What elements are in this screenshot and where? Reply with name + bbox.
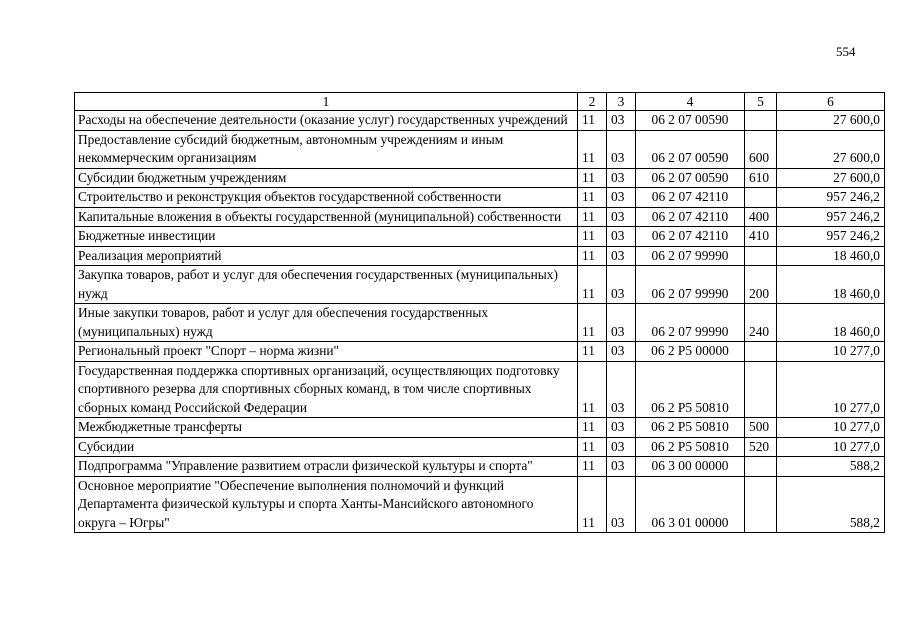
table-row (75, 188, 885, 208)
subsection-code-cell: 03 (607, 418, 636, 438)
table-row (75, 457, 885, 477)
table-row (75, 130, 885, 168)
subsection-code-cell: 03 (607, 457, 636, 477)
section-code-cell: 11 (578, 246, 607, 266)
expense-name-cell: Основное мероприятие "Обеспечение выполнения полномочий и функций Департамента физической культуры и спорта Ханты-Мансийского автономного округа – Югры" (75, 476, 578, 533)
table-row (75, 342, 885, 362)
header-col-3: 3 (607, 93, 636, 111)
subsection-code-cell: 03 (607, 304, 636, 342)
expense-name-cell: Подпрограмма "Управление развитием отрасли физической культуры и спорта" (75, 457, 578, 477)
amount-cell: 10 277,0 (777, 342, 885, 362)
section-code-cell: 11 (578, 266, 607, 304)
table-row (75, 227, 885, 247)
target-article-cell: 06 2 07 00590 (636, 130, 745, 168)
expense-type-cell: 240 (745, 304, 777, 342)
target-article-cell: 06 2 07 42110 (636, 227, 745, 247)
target-article-cell: 06 2 07 42110 (636, 188, 745, 208)
section-code-cell: 11 (578, 476, 607, 533)
subsection-code-cell: 03 (607, 361, 636, 418)
target-article-cell: 06 3 00 00000 (636, 457, 745, 477)
section-code-cell: 11 (578, 227, 607, 247)
amount-cell: 957 246,2 (777, 207, 885, 227)
amount-cell: 18 460,0 (777, 246, 885, 266)
header-col-2: 2 (578, 93, 607, 111)
table-row (75, 111, 885, 131)
expense-name-cell: Расходы на обеспечение деятельности (оказание услуг) государственных учреждений (75, 111, 578, 131)
table-row (75, 246, 885, 266)
page-number: 554 (836, 44, 856, 59)
expense-type-cell (745, 457, 777, 477)
section-code-cell: 11 (578, 188, 607, 208)
expense-name-cell: Межбюджетные трансферты (75, 418, 578, 438)
amount-cell: 957 246,2 (777, 188, 885, 208)
table-row (75, 476, 885, 533)
target-article-cell: 06 2 07 99990 (636, 266, 745, 304)
header-col-5: 5 (745, 93, 777, 111)
section-code-cell: 11 (578, 418, 607, 438)
amount-cell: 27 600,0 (777, 111, 885, 131)
target-article-cell: 06 2 P5 50810 (636, 418, 745, 438)
table-row (75, 418, 885, 438)
section-code-cell: 11 (578, 130, 607, 168)
expense-type-cell (745, 188, 777, 208)
target-article-cell: 06 2 P5 00000 (636, 342, 745, 362)
expense-name-cell: Иные закупки товаров, работ и услуг для обеспечения государственных (муниципальных) нужд (75, 304, 578, 342)
amount-cell: 18 460,0 (777, 304, 885, 342)
amount-cell: 10 277,0 (777, 418, 885, 438)
section-code-cell: 11 (578, 437, 607, 457)
subsection-code-cell: 03 (607, 476, 636, 533)
amount-cell: 10 277,0 (777, 437, 885, 457)
table-row (75, 361, 885, 418)
expense-type-cell (745, 111, 777, 131)
section-code-cell: 11 (578, 361, 607, 418)
expense-type-cell: 610 (745, 168, 777, 188)
expense-name-cell: Субсидии бюджетным учреждениям (75, 168, 578, 188)
expense-name-cell: Субсидии (75, 437, 578, 457)
target-article-cell: 06 2 P5 50810 (636, 437, 745, 457)
target-article-cell: 06 3 01 00000 (636, 476, 745, 533)
subsection-code-cell: 03 (607, 130, 636, 168)
budget-table (74, 92, 885, 533)
expense-name-cell: Бюджетные инвестиции (75, 227, 578, 247)
subsection-code-cell: 03 (607, 266, 636, 304)
table-row (75, 207, 885, 227)
expense-name-cell: Закупка товаров, работ и услуг для обеспечения государственных (муниципальных) нужд (75, 266, 578, 304)
expense-type-cell (745, 246, 777, 266)
subsection-code-cell: 03 (607, 188, 636, 208)
expense-name-cell: Региональный проект "Спорт – норма жизни" (75, 342, 578, 362)
expense-type-cell: 410 (745, 227, 777, 247)
target-article-cell: 06 2 07 00590 (636, 111, 745, 131)
section-code-cell: 11 (578, 457, 607, 477)
header-col-4: 4 (636, 93, 745, 111)
amount-cell: 27 600,0 (777, 168, 885, 188)
subsection-code-cell: 03 (607, 111, 636, 131)
table-header-row (75, 93, 885, 111)
header-col-1: 1 (75, 93, 578, 111)
table-row (75, 304, 885, 342)
expense-type-cell: 520 (745, 437, 777, 457)
amount-cell: 588,2 (777, 476, 885, 533)
section-code-cell: 11 (578, 304, 607, 342)
target-article-cell: 06 2 07 00590 (636, 168, 745, 188)
expense-type-cell: 500 (745, 418, 777, 438)
expense-name-cell: Государственная поддержка спортивных организаций, осуществляющих подготовку спортивного резерва для спортивных сборных команд, в том числе спортивных сборных команд Российской Федерации (75, 361, 578, 418)
subsection-code-cell: 03 (607, 246, 636, 266)
target-article-cell: 06 2 P5 50810 (636, 361, 745, 418)
expense-type-cell (745, 361, 777, 418)
section-code-cell: 11 (578, 111, 607, 131)
target-article-cell: 06 2 07 99990 (636, 304, 745, 342)
expense-name-cell: Реализация мероприятий (75, 246, 578, 266)
amount-cell: 27 600,0 (777, 130, 885, 168)
expense-name-cell: Предоставление субсидий бюджетным, автономным учреждениям и иным некоммерческим организациям (75, 130, 578, 168)
amount-cell: 18 460,0 (777, 266, 885, 304)
subsection-code-cell: 03 (607, 207, 636, 227)
expense-name-cell: Капитальные вложения в объекты государственной (муниципальной) собственности (75, 207, 578, 227)
expense-type-cell: 600 (745, 130, 777, 168)
target-article-cell: 06 2 07 99990 (636, 246, 745, 266)
target-article-cell: 06 2 07 42110 (636, 207, 745, 227)
section-code-cell: 11 (578, 342, 607, 362)
expense-name-cell: Строительство и реконструкция объектов государственной собственности (75, 188, 578, 208)
amount-cell: 957 246,2 (777, 227, 885, 247)
expense-type-cell: 200 (745, 266, 777, 304)
header-col-6: 6 (777, 93, 885, 111)
subsection-code-cell: 03 (607, 168, 636, 188)
table-row (75, 266, 885, 304)
table-row (75, 168, 885, 188)
subsection-code-cell: 03 (607, 437, 636, 457)
subsection-code-cell: 03 (607, 227, 636, 247)
section-code-cell: 11 (578, 207, 607, 227)
expense-type-cell: 400 (745, 207, 777, 227)
amount-cell: 588,2 (777, 457, 885, 477)
amount-cell: 10 277,0 (777, 361, 885, 418)
subsection-code-cell: 03 (607, 342, 636, 362)
expense-type-cell (745, 342, 777, 362)
section-code-cell: 11 (578, 168, 607, 188)
table-row (75, 437, 885, 457)
expense-type-cell (745, 476, 777, 533)
